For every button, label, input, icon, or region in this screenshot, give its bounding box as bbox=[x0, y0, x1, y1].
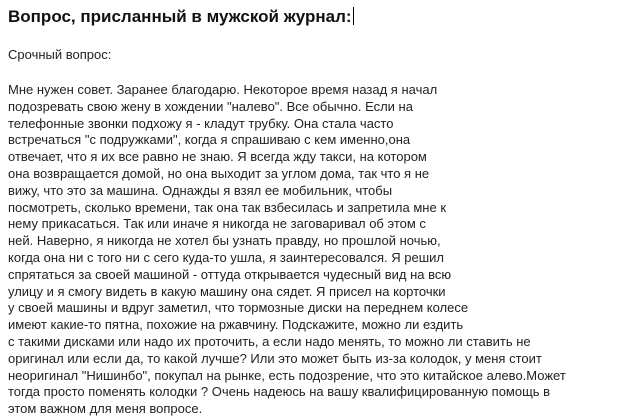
letter-body bbox=[8, 82, 636, 418]
body-line: она возвращается домой, но она выходит за углом дома, так что я не bbox=[8, 165, 430, 181]
body-line: тогда просто поменять колодки ? Очень надеюсь на вашу квалифицированную помощь в bbox=[8, 384, 551, 400]
body-line: Мне нужен совет. Заранее благодарю. Некоторое время назад я начал bbox=[8, 82, 438, 97]
text-cursor bbox=[353, 7, 354, 25]
page-title-text: Вопрос, присланный в мужской журнал: bbox=[8, 7, 352, 26]
body-line: когда она ни с того ни с сего куда-то ушла, я заинтересовался. Я решил bbox=[8, 249, 444, 265]
body-line: посмотреть, сколько времени, так она так взбесилась и запретила мне к bbox=[8, 199, 447, 215]
body-line: имеют какие-то пятна, похожие на ржавчину. Подскажите, можно ли ездить bbox=[8, 317, 464, 333]
body-line: встречаться "с подружками", когда я спрашиваю с кем именно,она bbox=[8, 132, 411, 148]
body-line: подозревать свою жену в хождении "налево". Все обычно. Если на bbox=[8, 98, 413, 114]
body-line: вижу, что это за машина. Однажды я взял ее мобильник, чтобы bbox=[8, 182, 393, 198]
body-line: спрятаться за своей машиной - оттуда открывается чудесный вид на всю bbox=[8, 266, 452, 282]
body-line: оригинал или если да, то какой лучше? Или это может быть из-за колодок, у меня стоит bbox=[8, 350, 542, 366]
body-line: отвечает, что я их все равно не знаю. Я всегда жду такси, на котором bbox=[8, 149, 427, 165]
body-line: у своей машины и вдруг заметил, что тормозные диски на переднем колесе bbox=[8, 300, 469, 316]
body-line: неоригинал "Нишинбо", покупал на рынке, есть подозрение, что это китайское алево.Может bbox=[8, 367, 566, 383]
body-line: улицу и я смогу видеть в какую машину она сядет. Я присел на корточки bbox=[8, 283, 446, 299]
document bbox=[8, 0, 636, 418]
body-line: нему прикасаться. Так или иначе я никогда не заговаривал об этом с bbox=[8, 216, 426, 232]
subtitle: Срочный вопрос: bbox=[8, 47, 112, 62]
body-line: с такими дисками или надо их проточить, а если надо менять, то можно ли ставить не bbox=[8, 333, 531, 349]
body-line: ней. Наверно, я никогда не хотел бы узнать правду, но прошлой ночью, bbox=[8, 233, 441, 249]
page-title bbox=[8, 6, 636, 28]
body-line: этом важном для меня вопросе. bbox=[8, 401, 203, 417]
body-line: телефонные звонки подхожу я - кладут трубку. Она стала часто bbox=[8, 115, 394, 131]
